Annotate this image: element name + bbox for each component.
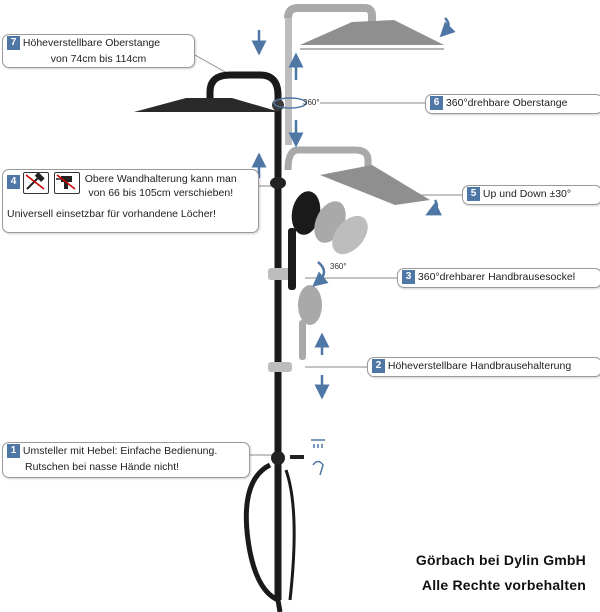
callout-hand-shower-holder: [367, 357, 600, 377]
callout-number-badge: 4: [7, 175, 20, 189]
hand-showers: [288, 189, 375, 360]
callout-number-badge: 6: [430, 96, 443, 110]
callout-line: von 74cm bis 114cm: [50, 53, 147, 65]
callout-rotating-upper-bar: [425, 94, 600, 114]
callout-hand-shower-socket: [397, 268, 600, 288]
callout-line: Rutschen bei nasse Hände nicht!: [25, 461, 180, 473]
callout-line: 360°drehbare Oberstange: [445, 97, 568, 109]
main-shower-column: [134, 75, 304, 612]
drill-icon: [54, 172, 80, 194]
showerhead-icon: [311, 440, 325, 448]
callout-line: Up und Down ±30°: [482, 188, 572, 200]
callout-number-badge: 1: [7, 444, 20, 458]
callout-line: Obere Wandhalterung kann man: [84, 173, 237, 185]
callout-number-badge: 7: [7, 36, 20, 50]
callout-line: Umsteller mit Hebel: Einfache Bedienung.: [22, 445, 218, 457]
rotation-degree-label-top: 360°: [303, 98, 320, 107]
callout-line: Höheverstellbare Handbrausehalterung: [387, 360, 572, 372]
footer-company: Görbach bei Dylin GmbH: [415, 552, 586, 568]
rotate-icon: [432, 200, 437, 212]
callout-line: Höheverstellbare Oberstange: [22, 37, 161, 49]
callout-line: 360°drehbarer Handbrausesockel: [417, 271, 576, 283]
rotate-icon: [445, 18, 449, 32]
callout-wall-bracket: [2, 169, 259, 233]
diverter-icons: [311, 440, 325, 475]
callout-number-badge: 2: [372, 359, 385, 373]
callout-number-badge: 3: [402, 270, 415, 284]
callout-diverter-lever: [2, 442, 250, 478]
ghost-upper-shower: [285, 8, 444, 145]
callout-tilt-range: [462, 185, 600, 205]
callout-line: von 66 bis 105cm verschieben!: [88, 187, 234, 199]
hammer-icon: [23, 172, 49, 194]
footer-rights: Alle Rechte vorbehalten: [421, 577, 586, 593]
callout-line: Universell einsetzbar für vorhandene Löcher!: [7, 208, 216, 220]
hand-shower-icon: [313, 462, 323, 476]
callout-upper-bar-height: [2, 34, 195, 68]
rotate-icon: [318, 262, 324, 282]
callout-number-badge: 5: [467, 187, 480, 201]
rotation-degree-label-hand: 360°: [330, 262, 347, 271]
